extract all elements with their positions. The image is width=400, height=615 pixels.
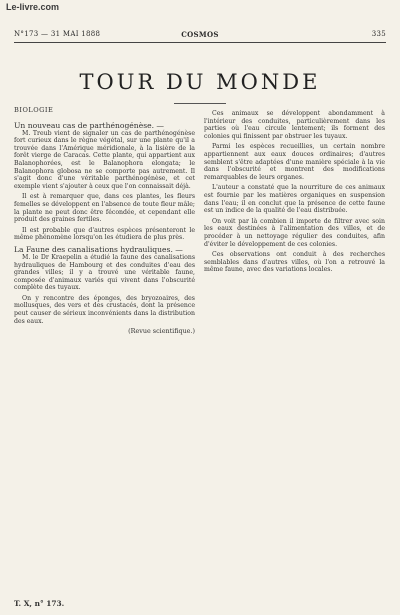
article-paragraph: Parmi les espèces recueillies, un certain nombre appartiennent aux eaux douces ordinaires; d'autres semblent s'être adaptées d'une manière spéciale à la vie dans l'obscurité et montrent des modifications remarquables de leurs organes. [204,143,385,181]
section-title: TOUR DU MONDE [79,70,321,94]
header-rule [14,42,386,43]
article-paragraph: Il est probable que d'autres espèces présenteront le même phénomène lorsqu'on les étudiera de plus près. [14,226,195,242]
byline: BIOLOGIE [14,106,54,114]
left-column [14,107,195,341]
watermark: Le-livre.com [6,2,60,12]
article-title-faune: La Faune des canalisations hydrauliques. — [14,244,183,254]
article-paragraph: On voit par là combien il importe de filtrer avec soin les eaux destinées à l'alimentation des villes, et de procéder à un nettoyage régulier des conduites, afin d'éviter le développement de ces colonies. [204,217,385,248]
right-column [204,110,385,277]
article-paragraph: M. Treub vient de signaler un cas de parthénogénèse fort curieux dans le règne végétal, sur une plante qu'il a trouvée dans l'Amérique méridionale, à la lisière de la forêt vierge de Caracas. Cette plante, qui appartient aux Balanophorées, est le Balanophora elongata; le Balanophora globosa ne se comporte pas autrement. Il s'agit donc d'une véritable parthénogénèse, et cet exemple vient s'ajouter à ceux que l'on connaissait déjà. [14,129,195,190]
article-title-parthenogenese: Un nouveau cas de parthénogénèse. — [14,120,165,130]
volume-footer: T. X, n° 173. [14,599,65,608]
running-head [14,30,386,42]
article-source: (Revue scientifique.) [128,327,195,336]
article-paragraph: Ces observations ont conduit à des recherches semblables dans d'autres villes, où l'on a retrouvé la même faune, avec des variations locales. [204,251,385,274]
article-paragraph: M. le Dr Kraepelin a étudié la faune des canalisations hydrauliques de Hambourg et des conduites d'eau des grandes villes; il y a trouvé une véritable faune, composée d'animaux variés qui vivent dans l'obscurité complète des tuyaux. [14,253,195,292]
journal-name: COSMOS [181,30,219,39]
article-paragraph: Il est à remarquer que, dans ces plantes, les fleurs femelles se développent en l'absence de toute fleur mâle; la plante ne peut donc être fécondée, et cependant elle produit des graines fertiles. [14,193,195,224]
title-rule [174,103,226,104]
issue-number: N°173 — 31 MAI 1888 [14,30,101,38]
article-paragraph: L'auteur a constaté que la nourriture de ces animaux est fournie par les matières organiques en suspension dans l'eau; il en conclut que la présence de cette faune est un indice de la qualité de l'eau distribuée. [204,184,385,215]
article-paragraph: On y rencontre des éponges, des bryozoaires, des mollusques, des vers et des crustacés, dont la présence peut causer de sérieux inconvénients dans la distribution des eaux. [14,294,195,325]
page-number: 335 [371,30,386,38]
article-paragraph: Ces animaux se développent abondamment à l'intérieur des conduites, particulièrement dans les parties où l'eau circule lentement; ils forment des colonies qui finissent par obstruer les tuyaux. [204,110,385,140]
